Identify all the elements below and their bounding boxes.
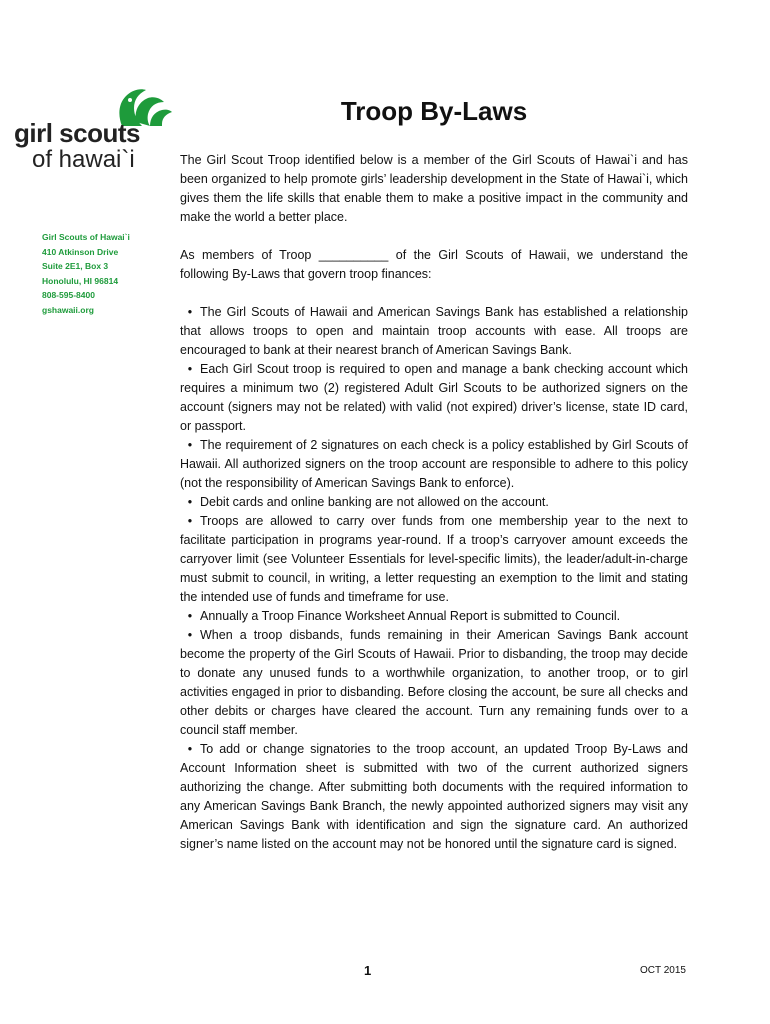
contact-web: gshawaii.org [42,304,94,315]
bylaws-list [180,303,688,854]
bylaw-item: • Troops are allowed to carry over funds from one membership year to the next to facilitate participation in programs year-round. If a troop’s carryover amount exceeds the carryover limit (see Volunteer Essentials for level-specific limits), the leader/adult-in-charge must submit to council, in writing, a letter requesting an exemption to the limit and stating the intended use of funds and timeframe for use. [180,512,688,607]
revision-date: OCT 2015 [640,965,686,976]
bylaw-item: • When a troop disbands, funds remaining in their American Savings Bank account become the property of the Girl Scouts of Hawaii. Prior to disbanding, the troop may decide to donate any unused funds to a worthwhile organization, to another troop, or to girl activities engaged in prior to disbanding. Before closing the account, be sure all checks and other debits or charges have cleared the account. Turn any remaining funds over to a council staff member. [180,626,688,740]
contact-phone: 808-595-8400 [42,290,95,301]
intro-paragraph: The Girl Scout Troop identified below is a member of the Girl Scouts of Hawai`i and has been organized to help promote girls’ leadership development in the State of Hawai`i, which gives them the life skills that enable them to make a positive impact in the community and make the world a better place. [180,153,688,224]
contact-address1: 410 Atkinson Drive [42,246,119,257]
contact-city: Honolulu, HI 96814 [42,275,119,286]
bylaw-item: • The requirement of 2 signatures on each check is a policy established by Girl Scouts of Hawaii. All authorized signers on the troop account are responsible to adhere to this policy (not the responsibility of American Savings Bank to enforce). [180,436,688,493]
members-statement: As members of Troop __________ of the Girl Scouts of Hawaii, we understand the following By-Laws that govern troop finances: [180,248,688,281]
bylaw-item: • Annually a Troop Finance Worksheet Annual Report is submitted to Council. [180,607,688,626]
document-body [180,151,688,854]
contact-block [42,230,130,318]
page-number: 1 [364,963,372,978]
girl-scouts-logo [10,86,170,176]
bylaw-item: • Debit cards and online banking are not allowed on the account. [180,493,688,512]
contact-address2: Suite 2E1, Box 3 [42,261,109,272]
contact-org: Girl Scouts of Hawai`i [42,232,130,242]
logo-name-line2: of hawai`i [32,146,135,173]
bylaw-item: • The Girl Scouts of Hawaii and American Savings Bank has established a relationship that allows troops to open and maintain troop accounts with ease. All troops are encouraged to bank at their nearest branch of American Savings Bank. [180,303,688,360]
bylaw-item: • To add or change signatories to the troop account, an updated Troop By-Laws and Account Information sheet is submitted with two of the current authorized signers authorizing the change. After submitting both documents with the required information to any American Savings Bank Branch, the newly appointed authorized signers may visit any American Savings Bank with identification and sign the signature card. An authorized signer’s name listed on the account may not be honored until the signature card is signed. [180,740,688,854]
logo-name-line1: girl scouts [14,118,140,148]
bylaw-item: • Each Girl Scout troop is required to open and manage a bank checking account which requires a minimum two (2) registered Adult Girl Scouts to be authorized signers on the account (signers may not be related) with valid (not expired) driver’s license, state ID card, or passport. [180,360,688,436]
page-title: Troop By-Laws [340,96,528,126]
